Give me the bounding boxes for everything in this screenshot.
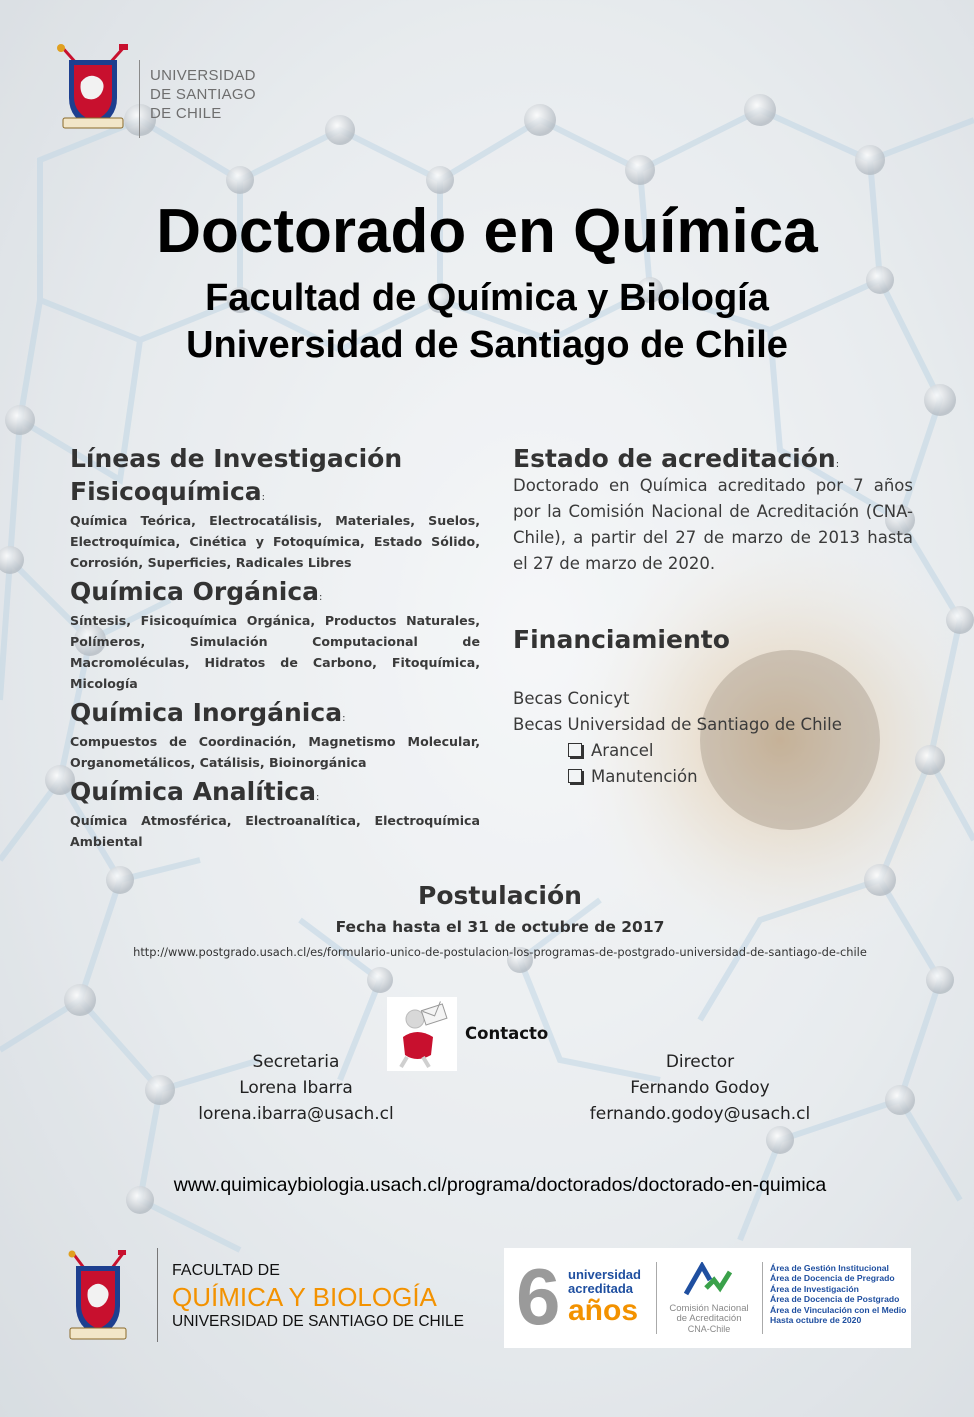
funding-subitem xyxy=(513,738,842,764)
contact-name: Lorena Ibarra xyxy=(239,1078,353,1098)
cna-text: de Acreditación xyxy=(676,1313,742,1324)
colon: : xyxy=(835,459,840,470)
program-website-link[interactable]: www.quimicaybiologia.usach.cl/programa/doctorados/doctorado-en-quimica xyxy=(173,1174,827,1196)
page-title: Doctorado en Química xyxy=(156,197,818,266)
funding-item: Becas Universidad de Santiago de Chile xyxy=(513,715,842,734)
accreditation-label: acreditada xyxy=(568,1281,634,1296)
funding-subitem-label: Arancel xyxy=(591,741,654,760)
area-items: Síntesis, Fisicoquímica Orgánica, Productos Naturales, Polímeros, Simulación Computacional de Macromoléculas, Hidratos de Carbono, Fitoquímica, Micología xyxy=(70,613,480,691)
contact-heading: Contacto xyxy=(465,1024,549,1043)
area-items: Química Teórica, Electrocatálisis, Materiales, Suelos, Electroquímica, Cinética y Fotoquímica, Estado Sólido, Corrosión, Superficies, Radicales Libres xyxy=(70,513,480,570)
contact-email[interactable]: lorena.ibarra@usach.cl xyxy=(198,1104,394,1124)
area-heading xyxy=(70,477,480,506)
accreditation-years-number: 6 xyxy=(516,1252,561,1341)
accreditation-area: Hasta octubre de 2020 xyxy=(770,1315,862,1326)
contact-name: Fernando Godoy xyxy=(630,1078,770,1098)
accreditation-label: universidad xyxy=(568,1267,641,1282)
footer-faculty-line3: UNIVERSIDAD DE SANTIAGO DE CHILE xyxy=(172,1313,464,1330)
cna-logo-icon xyxy=(684,1262,732,1296)
application-link[interactable]: http://www.postgrado.usach.cl/es/formulario-unico-de-postulacion-los-programas-de-postgrado-universidad-de-santiago-de-chile xyxy=(133,945,867,959)
footer-divider xyxy=(157,1248,158,1342)
accreditation-years-label: años xyxy=(568,1294,639,1327)
accreditation-section xyxy=(513,444,913,577)
contact-email[interactable]: fernando.godoy@usach.cl xyxy=(589,1104,811,1124)
area-title: Química Inorgánica xyxy=(70,698,343,727)
accreditation-area: Área de Docencia de Pregrado xyxy=(770,1273,895,1284)
accreditation-heading-text: Estado de acreditación xyxy=(513,444,836,473)
funding-subitem xyxy=(513,764,842,790)
contact-role: Secretaria xyxy=(252,1052,340,1072)
area-heading xyxy=(70,777,480,806)
badge-divider xyxy=(656,1262,657,1334)
badge-divider xyxy=(762,1262,763,1334)
area-heading xyxy=(70,577,480,606)
colon: : xyxy=(319,592,323,603)
contact-secretary xyxy=(190,1049,402,1127)
accreditation-area: Área de Gestión Institucional xyxy=(770,1263,889,1273)
research-lines-heading: Líneas de Investigación xyxy=(70,444,403,473)
accreditation-badge xyxy=(504,1248,911,1348)
funding-item: Becas Conicyt xyxy=(513,689,630,708)
accreditation-area: Área de Investigación xyxy=(770,1283,859,1294)
application-heading: Postulación xyxy=(418,881,582,910)
application-deadline: Fecha hasta el 31 de octubre de 2017 xyxy=(335,918,665,936)
accreditation-area: Área de Docencia de Postgrado xyxy=(770,1294,900,1305)
contact-director xyxy=(582,1049,818,1127)
accreditation-heading xyxy=(513,444,913,473)
accreditation-text: Doctorado en Química acreditado por 7 años por la Comisión Nacional de Acreditación (CNA- Chile), a partir del 27 de marzo de 2013 hasta el 27 de marzo de 2020. xyxy=(513,476,913,573)
funding-subitem-label: Manutención xyxy=(591,767,698,786)
faculty-title: Facultad de Química y Biología xyxy=(205,277,769,319)
funding-heading: Financiamiento xyxy=(513,625,730,654)
accreditation-area: Área de Vinculación con el Medio xyxy=(770,1304,907,1315)
header-divider xyxy=(139,60,140,138)
footer-faculty-line2: QUÍMICA Y BIOLOGÍA xyxy=(172,1282,437,1312)
checkbox-icon xyxy=(568,769,582,783)
colon: : xyxy=(316,792,320,803)
area-heading xyxy=(70,698,480,727)
area-items: Compuestos de Coordinación, Magnetismo Molecular, Organometálicos, Catálisis, Bioinorgánica xyxy=(70,734,480,770)
footer-faculty-line1: FACULTAD DE xyxy=(172,1262,280,1279)
area-items: Química Atmosférica, Electroanalítica, Electroquímica Ambiental xyxy=(70,813,480,849)
area-title: Fisicoquímica xyxy=(70,477,262,506)
area-title: Química Analítica xyxy=(70,777,316,806)
cna-text: CNA-Chile xyxy=(687,1324,731,1334)
university-name-line: DE SANTIAGO xyxy=(150,86,256,103)
university-title: Universidad de Santiago de Chile xyxy=(186,324,788,366)
university-wordmark xyxy=(150,66,256,123)
research-lines-section xyxy=(70,444,480,852)
colon: : xyxy=(342,713,346,724)
university-name-line: UNIVERSIDAD xyxy=(150,67,256,84)
accreditation-areas xyxy=(770,1263,906,1325)
university-crest-logo xyxy=(55,42,131,136)
checkbox-icon xyxy=(568,743,582,757)
contact-role: Director xyxy=(665,1052,735,1072)
colon: : xyxy=(261,492,266,503)
faculty-crest-logo xyxy=(68,1248,128,1344)
university-name-line: DE CHILE xyxy=(150,105,222,122)
cna-text: Comisión Nacional xyxy=(669,1303,749,1314)
area-title: Química Orgánica xyxy=(70,577,320,606)
funding-list xyxy=(513,686,842,790)
